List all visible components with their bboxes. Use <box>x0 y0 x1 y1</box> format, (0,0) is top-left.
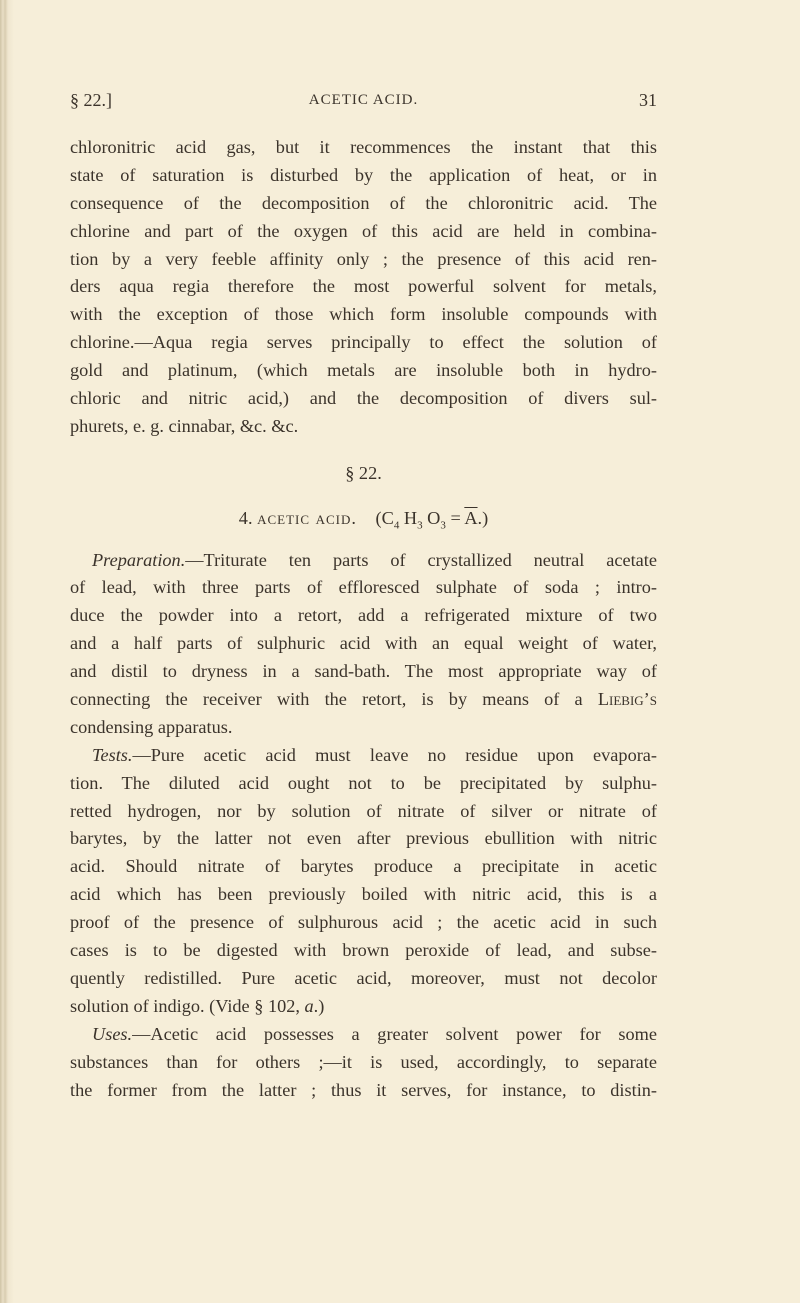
text-line: with the exception of those which form insoluble compounds with <box>70 304 657 325</box>
text-line: ders aqua regia therefore the most powerful solvent for metals, <box>70 276 657 297</box>
text-line <box>70 602 657 630</box>
title-name: acetic acid. <box>257 507 357 528</box>
text-run: quently redistilled. Pure acetic acid, moreover, must not decolor <box>70 967 657 988</box>
text-run: proof of the presence of sulphurous acid ; the acetic acid in such <box>70 912 657 933</box>
text-line <box>70 714 657 742</box>
text-line <box>70 853 657 881</box>
text-run: duce the powder into a retort, add a refrigerated mixture of two <box>70 605 657 626</box>
text-run: substances than for others ;—it is used, accordingly, to separate <box>70 1051 657 1072</box>
text-line: gold and platinum, (which metals are insoluble both in hydro- <box>70 360 657 381</box>
text-run: acid which has been previously boiled with nitric acid, this is a <box>70 884 657 905</box>
text-line: consequence of the decomposition of the chloronitric acid. The <box>70 192 657 213</box>
text-line <box>70 965 657 993</box>
formula-subscript: 4 <box>393 519 400 532</box>
text-line <box>70 909 657 937</box>
title-number: 4. <box>238 507 253 528</box>
page-body <box>70 134 657 1104</box>
italic-run: a <box>304 995 314 1016</box>
header-running-title: ACETIC ACID. <box>308 92 419 108</box>
paragraphs <box>70 547 657 1105</box>
text-run: barytes, by the latter not even after previous ebullition with nitric <box>70 828 657 849</box>
text-line <box>70 686 657 714</box>
formula-text: O <box>422 507 441 528</box>
text-line <box>70 881 657 909</box>
formula-subscript: 3 <box>417 519 423 532</box>
text-run: retted hydrogen, nor by solution of nitrate of silver or nitrate of <box>70 800 657 821</box>
text-line <box>70 742 657 770</box>
formula-text: .) <box>477 507 489 528</box>
paragraph <box>70 1021 657 1105</box>
text-line <box>70 547 657 575</box>
paragraph-lead: Uses. <box>92 1023 133 1044</box>
text-line <box>70 770 657 798</box>
chemical-formula <box>375 507 489 532</box>
text-run: and distil to dryness in a sand-bath. The most appropriate way of <box>70 661 657 682</box>
text-line: tion by a very feeble affinity only ; the presence of this acid ren- <box>70 248 657 269</box>
text-run: connecting the receiver with the retort, is by means of a <box>70 689 598 710</box>
paragraph <box>70 547 657 742</box>
text-line <box>70 937 657 965</box>
text-line <box>70 630 657 658</box>
formula-overlined-symbol: $\overline{A}$ <box>464 507 478 528</box>
continuation-paragraph <box>70 134 657 441</box>
book-binding-shadow <box>0 0 14 1303</box>
formula-text: (C <box>375 507 394 528</box>
text-run: —Acetic acid possesses a greater solvent power for some <box>132 1023 657 1044</box>
text-run: —Pure acetic acid must leave no residue upon evapora- <box>132 744 657 765</box>
text-run: the former from the latter ; thus it serves, for instance, to distin- <box>70 1079 657 1100</box>
formula-subscript: 3 <box>440 519 446 532</box>
text-run: and a half parts of sulphuric acid with an equal weight of water, <box>70 633 657 654</box>
text-line <box>70 1021 657 1049</box>
text-run: cases is to be digested with brown peroxide of lead, and subse- <box>70 940 657 961</box>
text-run: acid. Should nitrate of barytes produce a precipitate in acetic <box>70 856 657 877</box>
text-run: .) <box>313 995 325 1016</box>
text-line <box>70 825 657 853</box>
text-line: chlorine.—Aqua regia serves principally to effect the solution of <box>70 332 657 353</box>
paragraph <box>70 742 657 1021</box>
text-line: chlorine and part of the oxygen of this acid are held in combina- <box>70 220 657 241</box>
section-heading: § 22. <box>345 462 382 483</box>
text-line <box>70 658 657 686</box>
text-line: phurets, e. g. cinnabar, &c. &c. <box>70 415 299 436</box>
small-caps-name: Liebig’s <box>597 689 657 710</box>
header-section-ref: § 22.] <box>70 90 112 110</box>
text-run: —Triturate ten parts of crystallized neutral acetate <box>185 549 657 570</box>
text-line <box>70 574 657 602</box>
text-run: solution of indigo. (Vide § 102, <box>70 995 305 1016</box>
text-line <box>70 993 657 1021</box>
formula-text: H <box>399 507 418 528</box>
text-line <box>70 1077 657 1105</box>
text-line <box>70 1049 657 1077</box>
text-run: condensing apparatus. <box>70 716 233 737</box>
text-run: of lead, with three parts of effloresced sulphate of soda ; intro- <box>70 577 657 598</box>
formula-text: = <box>445 507 465 528</box>
running-header <box>70 88 657 112</box>
chapter-title <box>70 505 657 533</box>
text-line: chloronitric acid gas, but it recommences the instant that this <box>70 137 657 157</box>
page-number: 31 <box>639 90 657 110</box>
text-line: chloric and nitric acid,) and the decomposition of divers sul- <box>70 388 657 409</box>
paragraph-lead: Preparation. <box>92 549 186 570</box>
text-line <box>70 798 657 826</box>
text-run: tion. The diluted acid ought not to be precipitated by sulphu- <box>70 772 657 793</box>
paragraph-lead: Tests. <box>92 744 133 765</box>
text-line: state of saturation is disturbed by the application of heat, or in <box>70 164 657 185</box>
